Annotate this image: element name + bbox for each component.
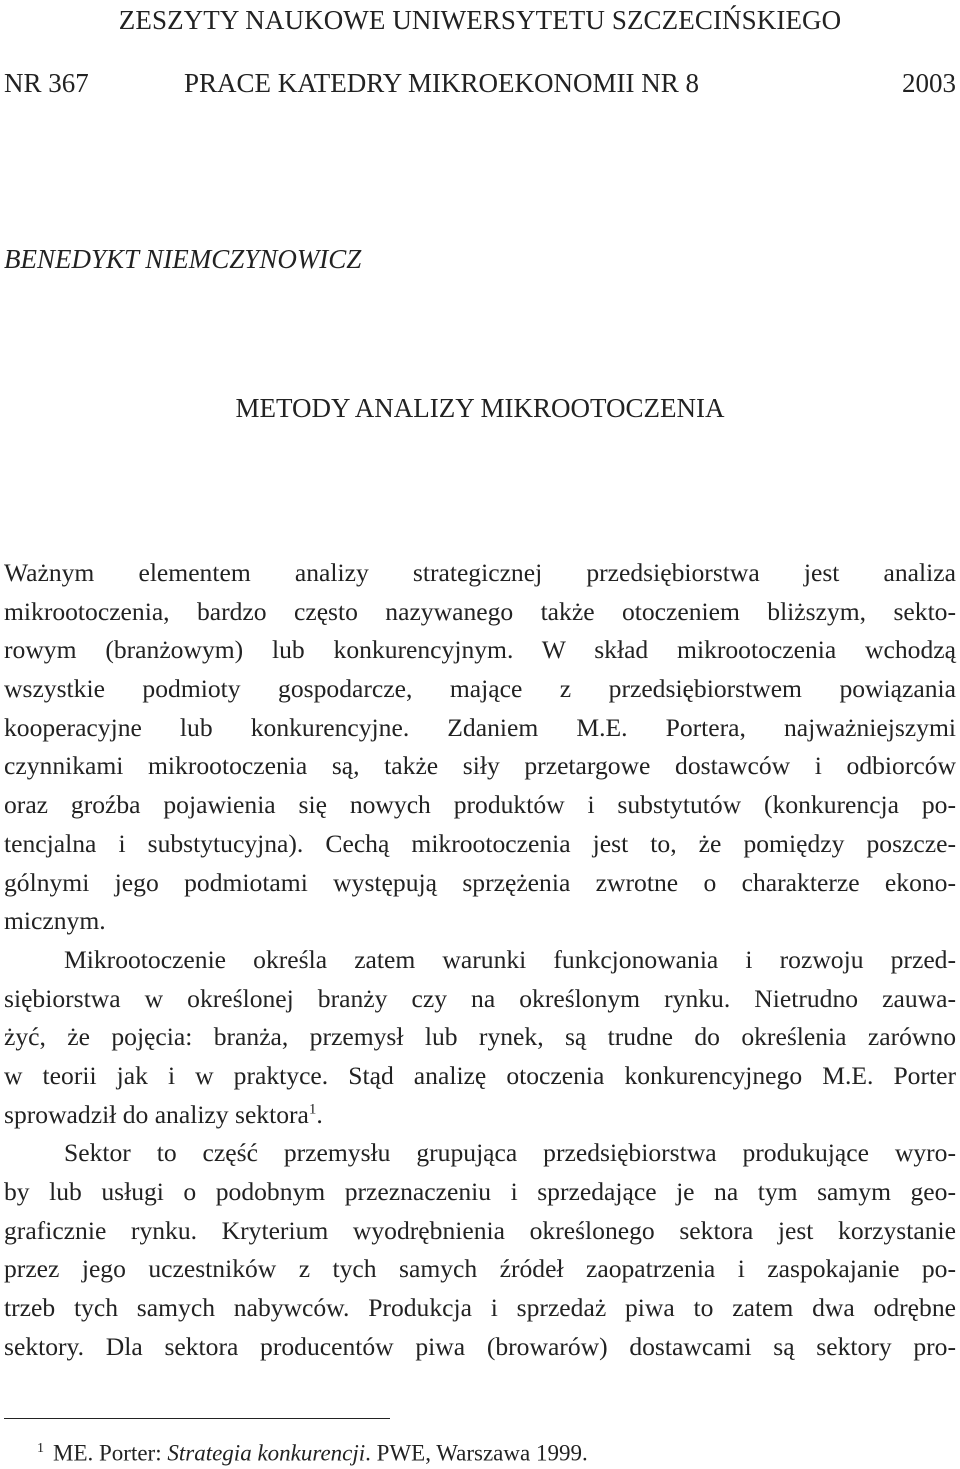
footnote: [37, 1434, 588, 1469]
paragraph-line: kooperacyjne lub konkurencyjne. Zdaniem M.E. Portera, najważniejszymi: [4, 712, 956, 742]
paragraph-line: w teorii jak i w praktyce. Stąd analizę otoczenia konkurencyjnego M.E. Porter: [4, 1060, 956, 1090]
body-text: [4, 554, 956, 1366]
paragraph-last-line-end: .: [316, 1099, 323, 1129]
paragraph-line: mikrootoczenia, bardzo często nazywanego także otoczeniem bliższym, sekto-: [4, 596, 956, 626]
paragraph-line: przez jego uczestników z tych samych źródeł zaopatrzenia i zaspokajanie po-: [4, 1254, 956, 1284]
paragraph-line: wszystkie podmioty gospodarcze, mające z przedsiębiorstwem powiązania: [4, 674, 956, 704]
footnote-reference: 1: [308, 1101, 317, 1118]
paragraph-line: Sektor to część przemysłu grupująca przedsiębiorstwa produkujące wyro-: [64, 1138, 956, 1168]
footnote-divider: [4, 1418, 390, 1419]
paragraph-line: Mikrootoczenie określa zatem warunki funkcjonowania i rozwoju przed-: [64, 944, 956, 974]
series-name: PRACE KATEDRY MIKROEKONOMII NR 8: [184, 68, 700, 98]
issue-year: 2003: [902, 68, 956, 98]
paragraph-line: czynnikami mikrootoczenia są, także siły przetargowe dostawców i odbiorców: [4, 751, 956, 781]
footnote-book-title: Strategia konkurencji: [167, 1440, 366, 1466]
paragraph-line: oraz groźba pojawienia się nowych produktów i substytutów (konkurencja po-: [4, 790, 956, 820]
paragraph-last-line-text: sprowadził do analizy sektora: [4, 1099, 309, 1129]
paragraph-line: żyć, że pojęcia: branża, przemysł lub rynek, są trudne do określenia zarówno: [4, 1022, 956, 1052]
paragraph-line: graficznie rynku. Kryterium wyodrębnienia określonego sektora jest korzystanie: [4, 1215, 956, 1245]
footnote-text-before: ME. Porter:: [53, 1440, 168, 1466]
paragraph-line: micznym.: [4, 906, 106, 936]
paragraph-line: rowym (branżowym) lub konkurencyjnym. W skład mikrootoczenia wchodzą: [4, 635, 956, 665]
paragraph-line: trzeb tych samych nabywców. Produkcja i sprzedaż piwa to zatem dwa odrębne: [4, 1293, 956, 1323]
issue-number: NR 367: [4, 68, 89, 98]
paragraph-line: Ważnym elementem analizy strategicznej przedsiębiorstwa jest analiza: [4, 558, 956, 587]
footnote-number: 1: [37, 1441, 44, 1456]
paragraph-line: sektory. Dla sektora producentów piwa (browarów) dostawcami są sektory pro-: [4, 1331, 956, 1361]
article-title: METODY ANALIZY MIKROOTOCZENIA: [235, 393, 725, 423]
paragraph-line: tencjalna i substytucyjna). Cechą mikrootoczenia jest to, że pomiędzy poszcze-: [4, 828, 956, 858]
journal-name: ZESZYTY NAUKOWE UNIWERSYTETU SZCZECIŃSKIEGO: [118, 5, 842, 35]
paragraph-line: by lub usługi o podobnym przeznaczeniu i sprzedające je na tym samym geo-: [4, 1177, 956, 1206]
author-name: BENEDYKT NIEMCZYNOWICZ: [4, 244, 362, 274]
paragraph-line: siębiorstwa w określonej branży czy na określonym rynku. Nietrudno zauwa-: [4, 983, 956, 1013]
paragraph-last-line: [4, 1096, 956, 1135]
paragraph-line: gólnymi jego podmiotami występują sprzężenia zwrotne o charakterze ekono-: [4, 867, 956, 897]
footnote-text-after: . PWE, Warszawa 1999.: [365, 1440, 588, 1466]
issue-line: [4, 66, 956, 100]
